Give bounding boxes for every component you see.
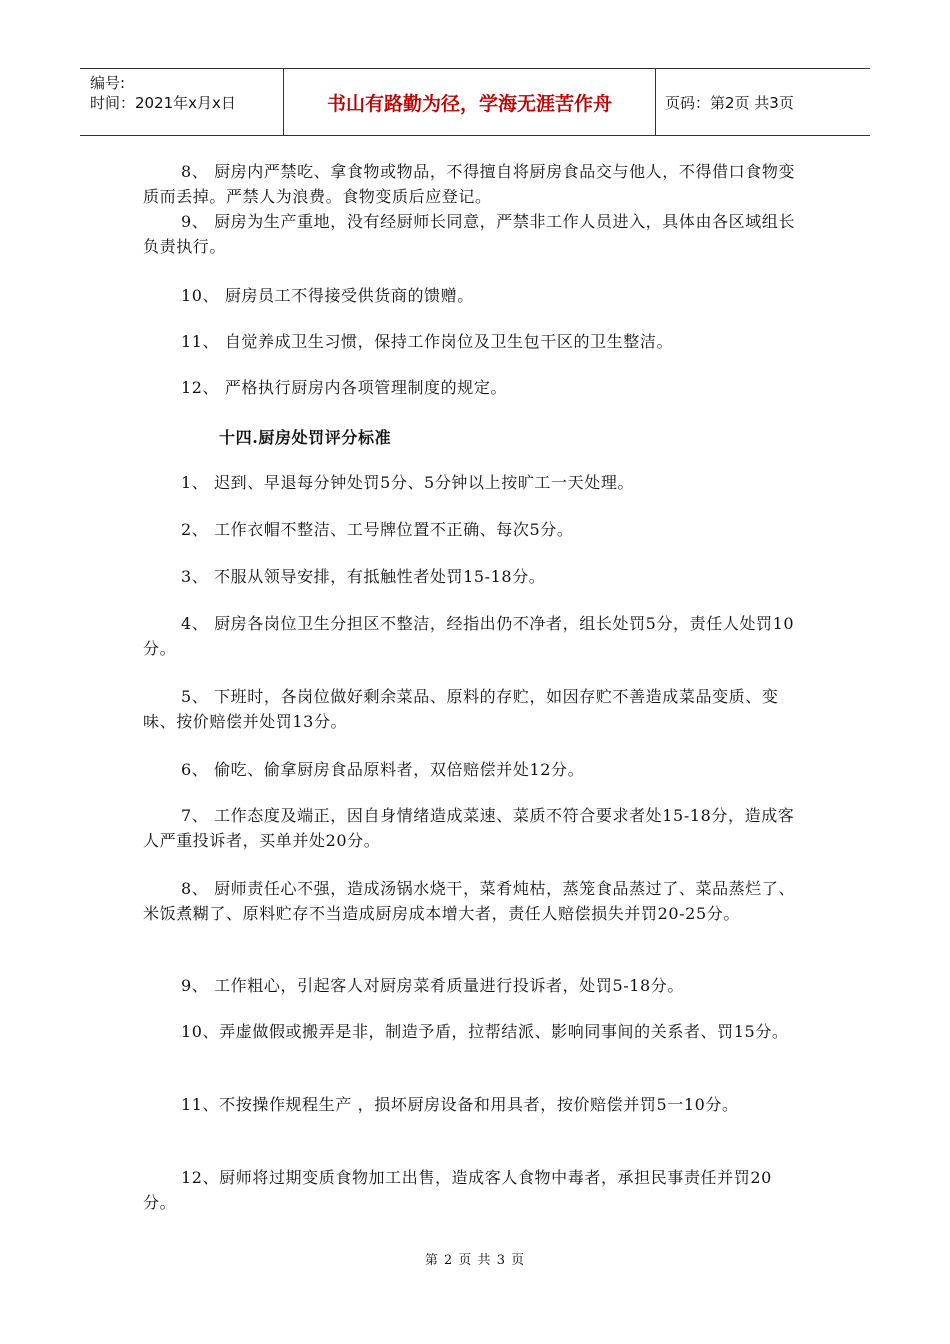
rule-paragraph: 12、 严格执行厨房内各项管理制度的规定。 <box>181 378 508 397</box>
penalty-item: 7、 工作态度及端正，因自身情绪造成菜速、菜质不符合要求者处15-18分，造成客人严重投诉者，买单并处20分。 <box>143 806 795 850</box>
rule-paragraph: 8、 厨房内严禁吃、拿食物或物品，不得擅自将厨房食品交与他人，不得借口食物变质而丢掉。严禁人为浪费。食物变质后应登记。 <box>143 162 796 206</box>
rule-paragraph: 11、 自觉养成卫生习惯，保持工作岗位及卫生包干区的卫生整洁。 <box>181 332 674 351</box>
penalty-item: 2、 工作衣帽不整洁、工号牌位置不正确、每次5分。 <box>181 520 574 539</box>
page-header <box>80 68 870 136</box>
penalty-item: 1、 迟到、早退每分钟处罚5分、5分钟以上按旷工一天处理。 <box>181 473 635 492</box>
penalty-item: 10、弄虚做假或搬弄是非，制造予盾，拉帮结派、影响同事间的关系者、罚15分。 <box>181 1022 789 1041</box>
penalty-item: 8、 厨师责任心不强，造成汤锅水烧干，菜肴炖枯，蒸笼食品蒸过了、菜品蒸烂了、米饭煮糊了、原料贮存不当造成厨房成本增大者，责任人赔偿损失并罚20-25分。 <box>143 879 796 923</box>
penalty-item: 4、 厨房各岗位卫生分担区不整洁，经指出仍不净者，组长处罚5分，责任人处罚10分。 <box>143 614 795 658</box>
penalty-item: 12、厨师将过期变质食物加工出售，造成客人食物中毒者，承担民事责任并罚20分。 <box>143 1168 772 1212</box>
penalty-item: 11、不按操作规程生产 ，损坏厨房设备和用具者，按价赔偿并罚5一10分。 <box>181 1095 739 1114</box>
penalty-item: 6、 偷吃、偷拿厨房食品原料者，双倍赔偿并处12分。 <box>181 760 585 779</box>
header-motto: 书山有路勤为径，学海无涯苦作舟 <box>283 69 656 135</box>
header-meta <box>80 69 283 135</box>
penalty-item: 5、 下班时，各岗位做好剩余菜品、原料的存贮，如因存贮不善造成菜品变质、变味、按价赔偿并处罚13分。 <box>143 687 779 731</box>
page-footer: 第 2 页 共 3 页 <box>424 1253 526 1268</box>
header-page-number: 页码：第2页 共3页 <box>665 93 794 112</box>
rule-paragraph: 10、 厨房员工不得接受供货商的馈赠。 <box>181 286 474 305</box>
document-number-label: 编号: <box>90 74 126 92</box>
section-heading: 十四.厨房处罚评分标准 <box>219 428 392 447</box>
rule-paragraph: 9、 厨房为生产重地，没有经厨师长同意，严禁非工作人员进入，具体由各区域组长负责执行。 <box>143 212 796 256</box>
penalty-item: 9、 工作粗心，引起客人对厨房菜肴质量进行投诉者，处罚5-18分。 <box>181 976 685 995</box>
penalty-item: 3、 不服从领导安排，有抵触性者处罚15-18分。 <box>181 567 546 586</box>
document-date-label: 时间：2021年x月x日 <box>90 94 236 112</box>
